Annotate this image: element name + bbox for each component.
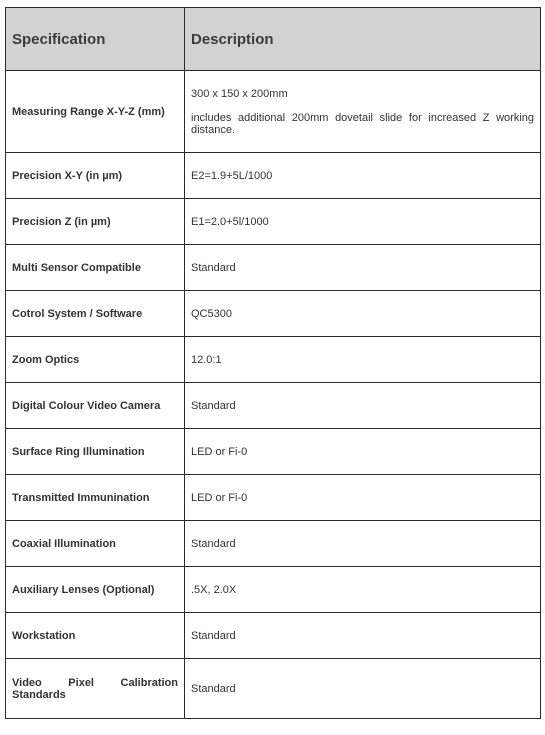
spec-value: Standard — [185, 245, 541, 291]
spec-label: Zoom Optics — [6, 337, 185, 383]
table-row — [6, 613, 541, 659]
spec-value: .5X, 2.0X — [185, 567, 541, 613]
table-row — [6, 521, 541, 567]
table-row — [6, 337, 541, 383]
table-row — [6, 567, 541, 613]
spec-label: Workstation — [6, 613, 185, 659]
spec-value: Standard — [185, 613, 541, 659]
spec-label: Surface Ring Illumination — [6, 429, 185, 475]
header-description: Description — [185, 8, 541, 71]
spec-value-main: 300 x 150 x 200mm — [191, 87, 288, 100]
spec-value: Standard — [185, 383, 541, 429]
spec-label: Precision X-Y (in µm) — [6, 153, 185, 199]
spec-value-note: includes additional 200mm dovetail slide for increased Z working distance. — [191, 111, 534, 136]
table-row — [6, 71, 541, 153]
spec-label: Coaxial Illumination — [6, 521, 185, 567]
spec-value: Standard — [185, 659, 541, 719]
spec-label: Measuring Range X-Y-Z (mm) — [6, 71, 185, 153]
spec-value: LED or Fi-0 — [185, 475, 541, 521]
table-row — [6, 291, 541, 337]
table-row — [6, 475, 541, 521]
spec-label: Multi Sensor Compatible — [6, 245, 185, 291]
spec-value: E1=2.0+5l/1000 — [185, 199, 541, 245]
table-header-row — [6, 8, 541, 71]
specification-table — [5, 7, 541, 719]
spec-label: Precision Z (in µm) — [6, 199, 185, 245]
spec-value: E2=1.9+5L/1000 — [185, 153, 541, 199]
spec-value — [185, 71, 541, 153]
table-row — [6, 199, 541, 245]
table-row — [6, 245, 541, 291]
spec-label: Video Pixel Calibration Standards — [6, 659, 185, 719]
table-row — [6, 153, 541, 199]
table-row — [6, 429, 541, 475]
spec-value: QC5300 — [185, 291, 541, 337]
spec-value: Standard — [185, 521, 541, 567]
spec-label: Transmitted Immunination — [6, 475, 185, 521]
spec-label: Digital Colour Video Camera — [6, 383, 185, 429]
spec-label: Auxiliary Lenses (Optional) — [6, 567, 185, 613]
spec-value: LED or Fi-0 — [185, 429, 541, 475]
header-specification: Specification — [6, 8, 185, 71]
table-row — [6, 383, 541, 429]
spec-value: 12.0:1 — [185, 337, 541, 383]
spec-label: Cotrol System / Software — [6, 291, 185, 337]
table-row — [6, 659, 541, 719]
